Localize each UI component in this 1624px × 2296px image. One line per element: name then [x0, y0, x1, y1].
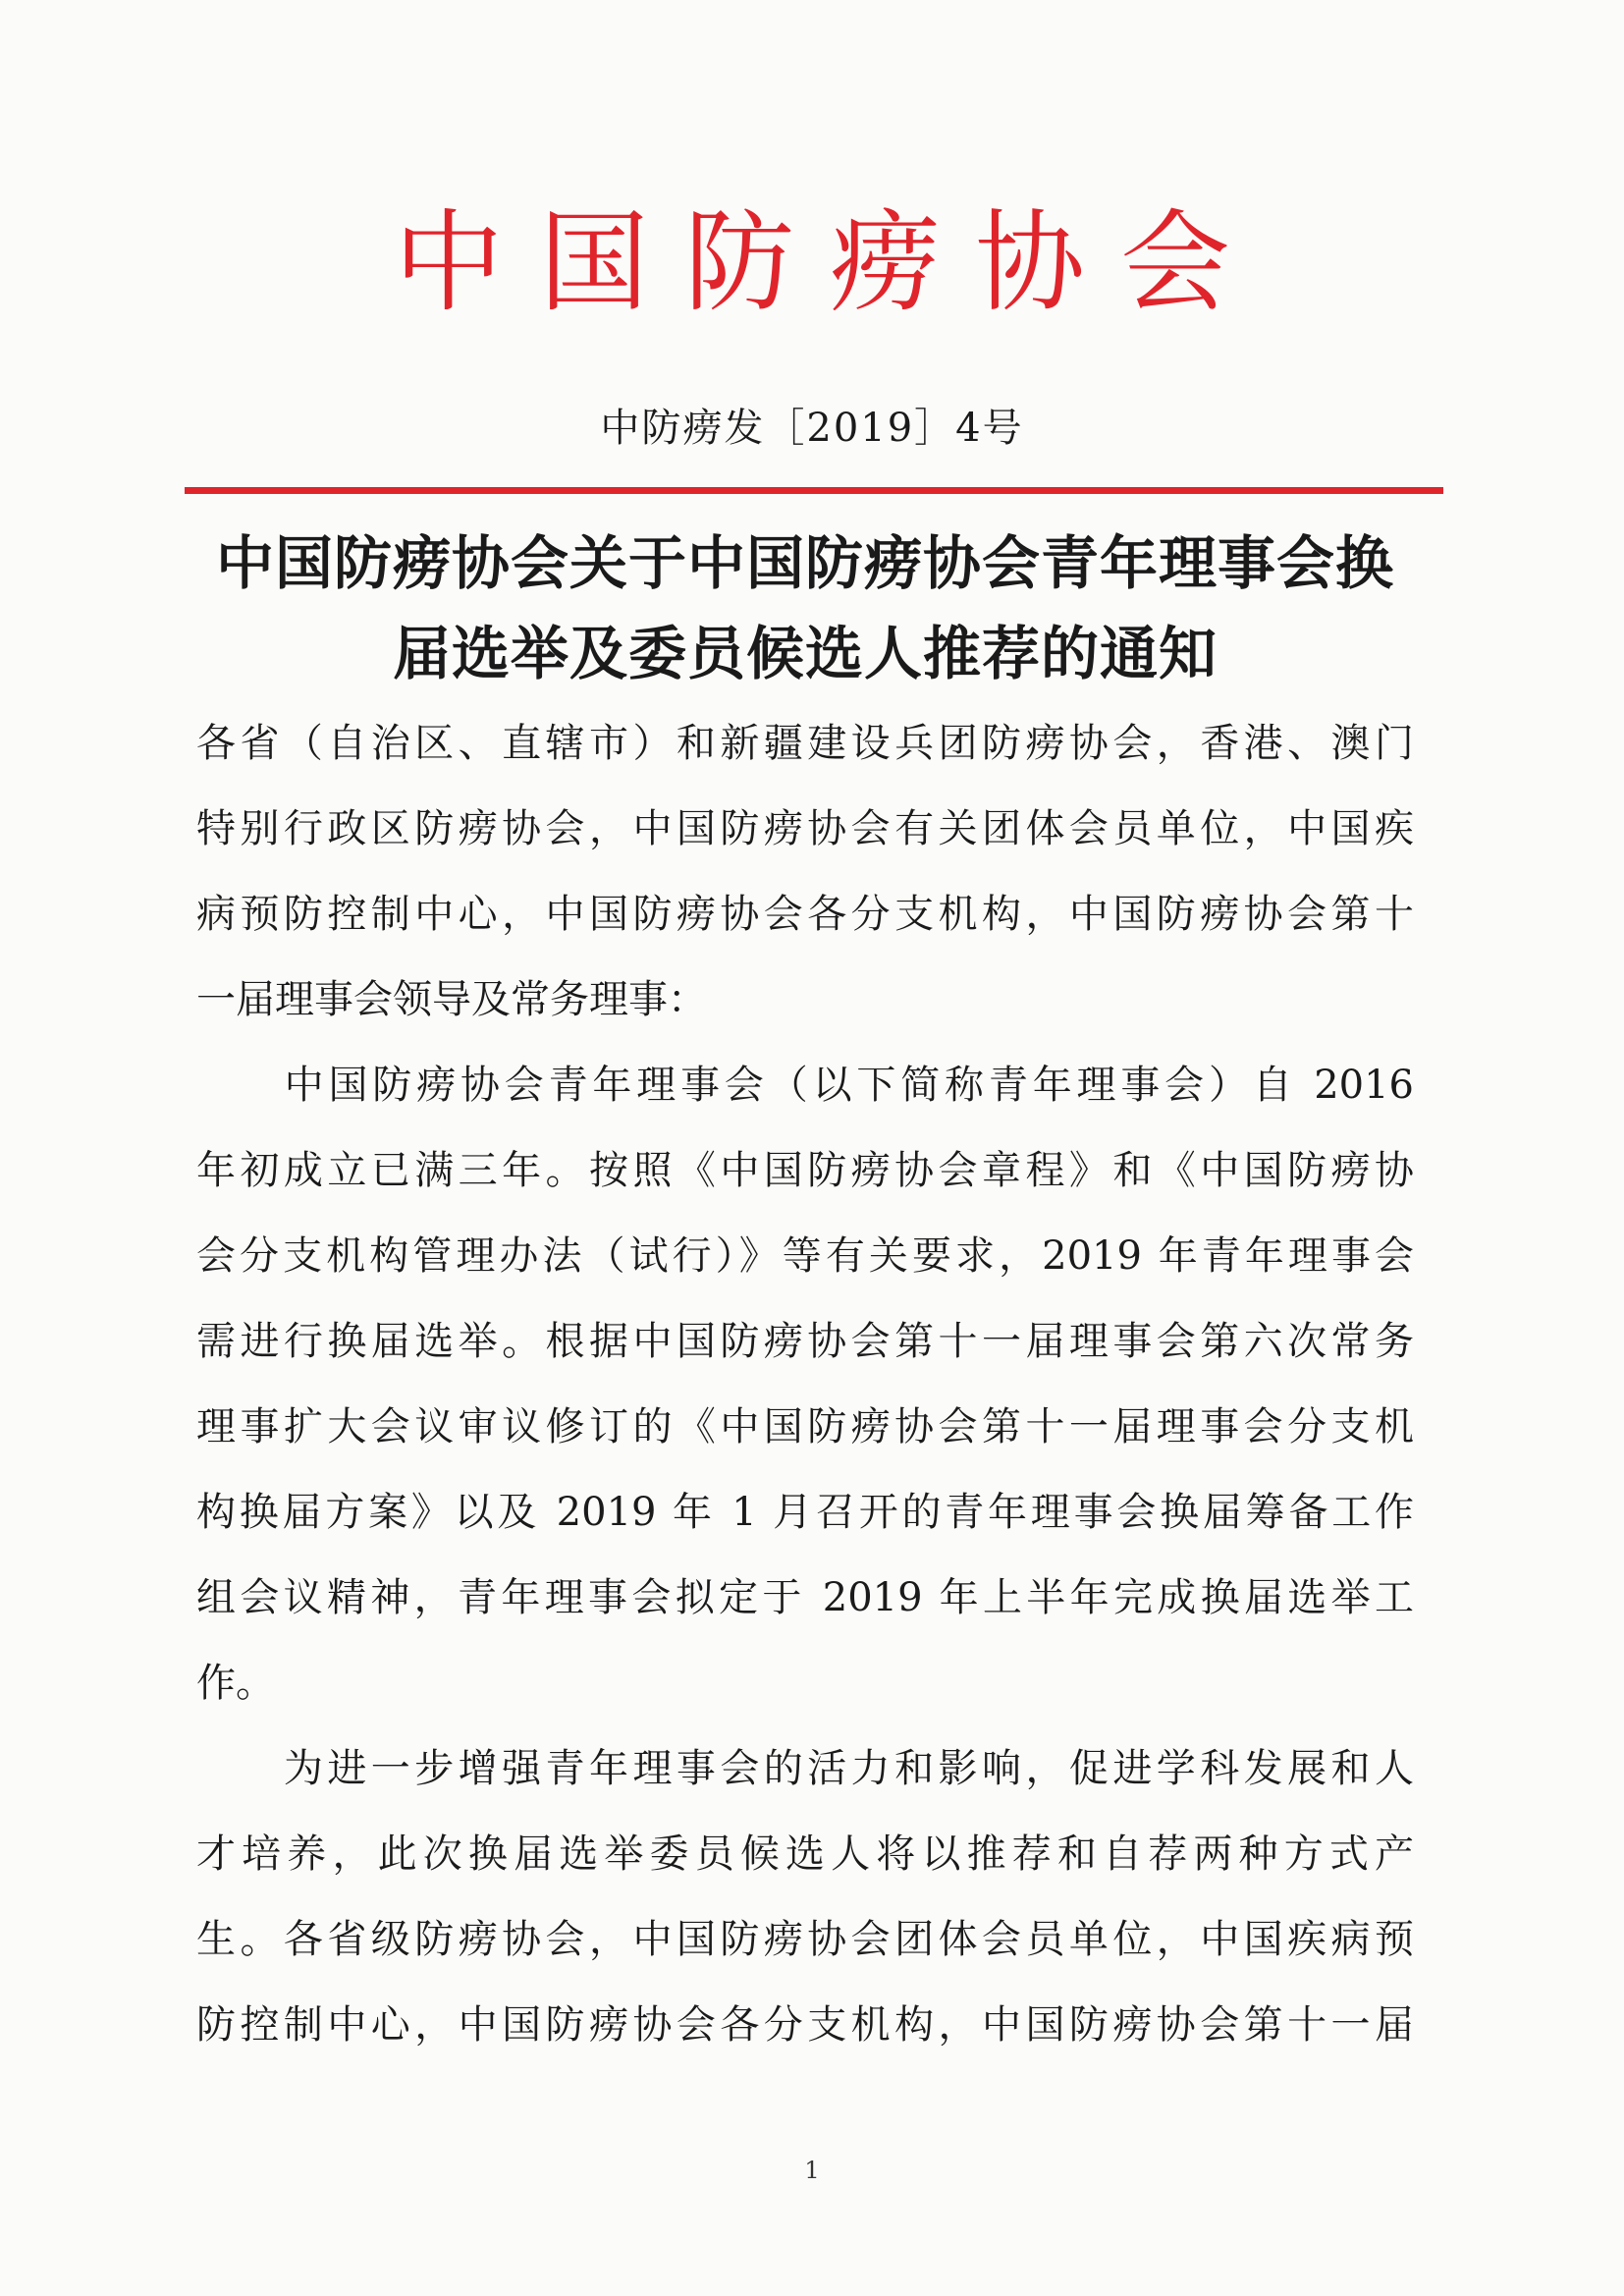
paragraph-line: 为进一步增强青年理事会的活力和影响，促进学科发展和人	[196, 1746, 1414, 1791]
paragraph-line: 中国防痨协会青年理事会（以下简称青年理事会）自 2016	[196, 1063, 1414, 1108]
addressee-line: 一届理事会领导及常务理事：	[196, 977, 707, 1022]
paragraph-line: 生。各省级防痨协会，中国防痨协会团体会员单位，中国疾病预	[196, 1917, 1414, 1962]
header-divider	[185, 487, 1443, 494]
paragraph-line: 构换届方案》以及 2019 年 1 月召开的青年理事会换届筹备工作	[196, 1490, 1414, 1535]
document-number: 中防痨发［2019］4号	[600, 406, 1024, 451]
paragraph-line: 年初成立已满三年。按照《中国防痨协会章程》和《中国防痨协	[196, 1148, 1414, 1193]
paragraph-line: 理事扩大会议审议修订的《中国防痨协会第十一届理事会分支机	[196, 1404, 1414, 1449]
title-line-2: 届选举及委员候选人推荐的通知	[392, 620, 1218, 687]
addressee-line: 病预防控制中心，中国防痨协会各分支机构，中国防痨协会第十	[196, 892, 1414, 937]
title-line-1: 中国防痨协会关于中国防痨协会青年理事会换	[215, 529, 1394, 597]
organization-header: 中国防痨协会	[394, 199, 1266, 327]
paragraph-line: 组会议精神，青年理事会拟定于 2019 年上半年完成换届选举工	[196, 1575, 1414, 1620]
paragraph-line: 防控制中心，中国防痨协会各分支机构，中国防痨协会第十一届	[196, 2002, 1414, 2048]
addressee-line: 各省（自治区、直辖市）和新疆建设兵团防痨协会，香港、澳门	[196, 721, 1414, 766]
paragraph-line: 才培养，此次换届选举委员候选人将以推荐和自荐两种方式产	[196, 1831, 1414, 1877]
document-body	[196, 701, 1414, 2068]
page-number: 1	[804, 2157, 820, 2184]
paragraph-line: 会分支机构管理办法（试行）》等有关要求，2019 年青年理事会	[196, 1233, 1414, 1279]
addressee-line: 特别行政区防痨协会，中国防痨协会有关团体会员单位，中国疾	[196, 806, 1414, 851]
paragraph-line: 作。	[196, 1661, 275, 1706]
document-title	[187, 519, 1424, 699]
paragraph-line: 需进行换届选举。根据中国防痨协会第十一届理事会第六次常务	[196, 1319, 1414, 1364]
